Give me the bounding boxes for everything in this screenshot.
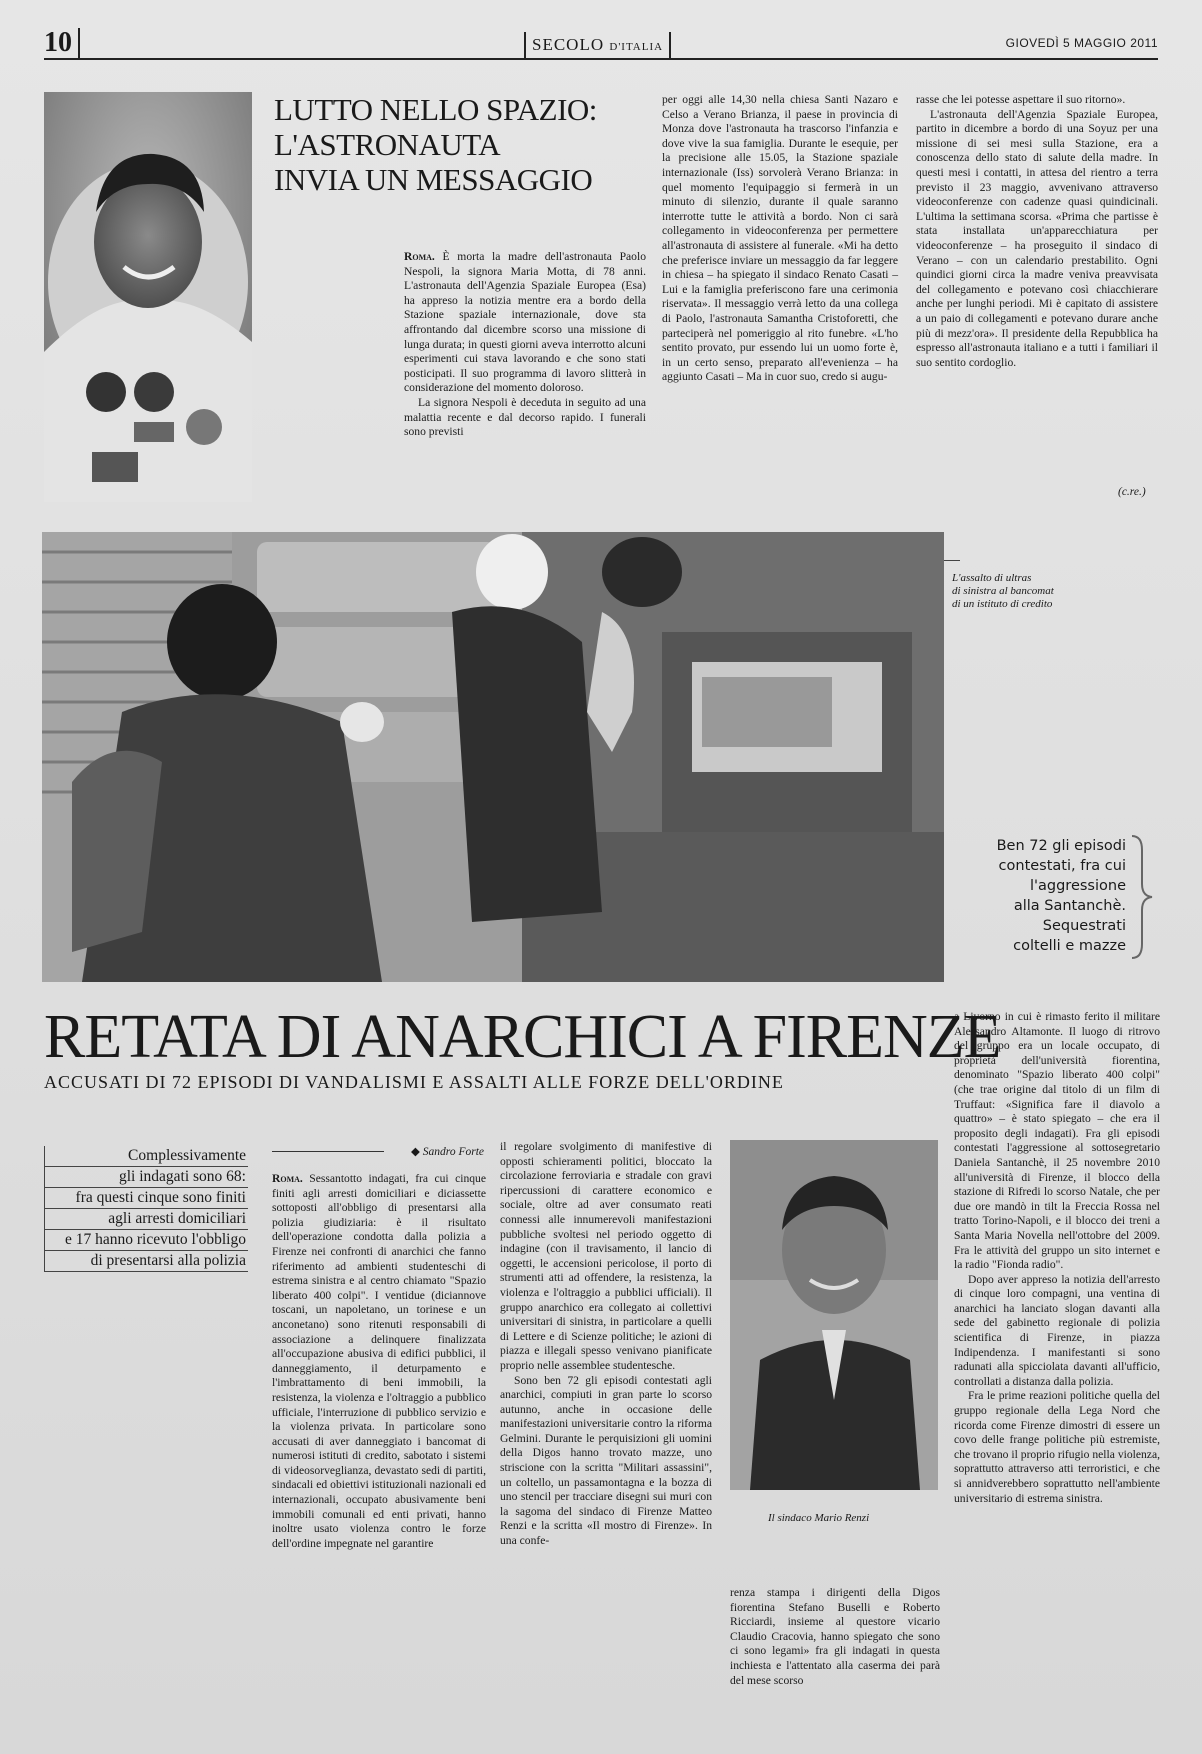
renzi-illustration <box>730 1140 938 1490</box>
summary-line3: fra questi cinque sono finiti <box>44 1188 248 1209</box>
article2-subhead: ACCUSATI DI 72 EPISODI DI VANDALISMI E ASSALTI ALLE FORZE DELL'ORDINE <box>44 1072 784 1092</box>
summary-line6: di presentarsi alla polizia <box>44 1251 248 1272</box>
caption-rule <box>944 560 960 561</box>
issue-date: GIOVEDÌ 5 MAGGIO 2011 <box>1005 36 1158 50</box>
article1-para1 <box>404 250 646 396</box>
pullquote-line4: alla Santanchè. <box>1013 898 1126 914</box>
article2-col3-text: renza stampa i dirigenti della Digos fiorentina Stefano Buselli e Roberto Ricciardi, insieme al questore vicario Claudio Cracovia, hanno spiegato che sono ci sono legami» fra gli indagati in questa inchiesta e l'attentato alla caserma dei parà del mese scorso <box>730 1586 940 1687</box>
summary-line1: Complessivamente <box>44 1146 248 1167</box>
ultras-caption-line3: di un istituto di credito <box>952 598 1053 610</box>
article2-col3 <box>730 1586 940 1688</box>
article1-col3-para1: rasse che lei potesse aspettare il suo ritorno». <box>916 93 1126 106</box>
pullquote <box>950 836 1126 956</box>
byline: ◆ Sandro Forte <box>272 1144 484 1158</box>
ultras-caption-line1: L'assalto di ultras <box>952 572 1032 584</box>
article1-signature: (c.re.) <box>1118 486 1146 498</box>
article2-col4 <box>954 1010 1160 1506</box>
ultras-photo <box>42 532 944 982</box>
article1-para1-text: È morta la madre dell'astronauta Paolo Nespoli, la signora Maria Motta, di 78 anni. L'astronauta dell'Agenzia Spaziale Europea (Esa) ha appreso la notizia mentre era a bordo della Stazione spaziale internazionale, dove sta affrontando dal dicembre scorso una missione di lunga durata; in questi giorni aveva interrotto alcuni esperimenti cui stava lavorando e che sono stati posticipati. Il suo programma di lavoro slitterà in considerazione del momento doloroso. <box>404 250 646 395</box>
page-number: 10 <box>44 28 80 58</box>
article1-col3-para2: L'astronauta dell'Agenzia Spaziale Europea, partito in dicembre a bordo di una Soyuz per una missione di sei mesi sulla Stazione, era a conoscenza dello stato di salute della madre. In questi mesi i contatti, in attesa del rientro a terra previsto il 23 maggio, avvenivano attraverso videoconferenze con cadenze quasi quindicinali. L'ultima la settimana scorsa. «Prima che partisse è stata installata un'apparecchiatura per videoconferenze – ha proseguito il sindaco di Verano – con un calendario prestabilito. Ogni quindici giorni circa la madre veniva preavvisata del collegamento e potevano così chiacchierare anche per lunghi periodi. Mi è capitato di assistere a un paio di collegamenti e potevano durare anche più di mezz'ora». Il presidente della Repubblica ha espresso all'astronauta italiano e a tutti i familiari il suo sentito cordoglio. <box>916 107 1158 369</box>
pullquote-line2: contestati, fra cui <box>998 858 1126 874</box>
article1-headline-line3: INVIA UN MESSAGGIO <box>274 162 593 197</box>
article1-dateline: Roma. <box>404 250 435 263</box>
byline-author: Sandro Forte <box>422 1146 484 1158</box>
astronaut-illustration <box>44 92 252 502</box>
article1-headline <box>274 92 644 197</box>
article1-col3 <box>916 93 1158 370</box>
masthead <box>524 32 671 58</box>
ultras-illustration <box>42 532 944 982</box>
article2-col1-text <box>272 1172 486 1551</box>
article1-col2 <box>662 93 898 385</box>
pullquote-line6: coltelli e mazze <box>1013 938 1126 954</box>
article2-col1 <box>272 1172 486 1551</box>
astronaut-photo <box>44 92 252 502</box>
article1-col2-text: per oggi alle 14,30 nella chiesa Santi Nazaro e Celso a Verano Brianza, il paese in provincia di Monza dove l'astronauta ha trascorso l'infanzia e dove vive la sua famiglia. Durante le esequie, per la precisione alle 15.05, la Stazione spaziale internazionale (Iss) sorvolerà Verano Brianza: in quel momento l'equipaggio si fermerà in un minuto di silenzio, durante il quale saranno interrotte tutte le attività a bordo. Non ci sarà collegamento in videoconferenza per permettere all'astronauta di assistere al funerale. «Mi ha detto che preferisce inviare un messaggio da far leggere in chiesa – ha spiegato il sindaco Renato Casati – Lui e la famiglia preferiscono fare una cerimonia riservata». Il messaggio verrà letto da una collega di Paolo, l'astronauta Samantha Cristoforetti, che parteciperà nel pomeriggio al rito funebre. «L'ho sentito provato, pur essendo lui un uomo forte è, in un certo senso, preparato all'evenienza – ha aggiunto Casati – Ma in cuor suo, credo si augu- <box>662 93 898 384</box>
ultras-caption <box>952 572 1092 611</box>
article2-col2 <box>500 1140 712 1549</box>
article1-para2: La signora Nespoli è deceduta in seguito ad una malattia recente e dal decorso rapido. I funerali sono previsti <box>404 395 646 439</box>
pullquote-line1: Ben 72 gli episodi <box>996 838 1126 854</box>
article2-col4-para2: Dopo aver appreso la notizia dell'arresto di cinque loro compagni, una ventina di anarchici ha lanciato slogan davanti alla sede del gabinetto regionale di polizia scientifica di Firenze, in piazza Indipendenza. I manifestanti si sono radunati alla spicciolata davanti all'ufficio, controllati a distanza dalla polizia. <box>954 1272 1160 1388</box>
article2-col2-para1: il regolare svolgimento di manifestive di opposti schieramenti politici, bloccato la circolazione ferroviaria e stradale con gravi ripercussioni di carattere economico e sociale, oltre ad aver consumato reati connessi alle innumerevoli manifestazioni pubbliche svoltesi nel periodo oggetto di indagine (con il travisamento, il lancio di oggetti, le accensioni pericolose, il porto di strumenti atti ad offendere, la resistenza, la violenza e l'oltraggio a pubblici ufficiali). Il gruppo anarchico era collegato ai collettivi universitari di sinistra, in particolare a quelli di Lettere e di Scienze politiche; le azioni di piazza e illegali spesso venivano pianificate proprio nelle assemblee studentesche. <box>500 1140 712 1372</box>
article1-col1 <box>404 250 646 440</box>
pullquote-brace <box>1128 834 1156 960</box>
renzi-caption: Il sindaco Mario Renzi <box>768 1512 870 1524</box>
renzi-photo <box>730 1140 938 1490</box>
summary-box <box>44 1146 248 1272</box>
article2-col4-para3: Fra le prime reazioni politiche quella del gruppo regionale della Lega Nord che ricorda come Firenze dimostri di essere un covo delle frange politiche più estremiste, che trovano il proprio rifugio nella violenza, soprattutto attraverso atti terroristici, e che si annidverebbero soprattutto nell'ambiente universitario di estrema sinistra. <box>954 1389 1160 1505</box>
article2-headline: RETATA DI ANARCHICI A FIRENZE <box>44 1003 1001 1071</box>
summary-line2: gli indagati sono 68: <box>44 1167 248 1188</box>
masthead-title: SECOLO <box>532 35 605 54</box>
article1-headline-line2: L'ASTRONAUTA <box>274 127 501 162</box>
article2-col2-para2: Sono ben 72 gli episodi contestati agli anarchici, compiuti in gran parte lo scorso autunno, anche in occasione delle manifestazioni universitarie contro la riforma Gelmini. Durante le perquisizioni gli uomini della Digos hanno trovato mazze, uno striscione con la scritta "Militari assassini", un coltello, un passamontagna e la bozza di uno stencil per tracciare disegni sui muri con la sagoma del sindaco di Firenze Matteo Renzi e la scritta «Il mostro di Firenze». In una confe- <box>500 1373 712 1548</box>
article2-col1-body: Sessantotto indagati, fra cui cinque finiti agli arresti domiciliari e diciassette sottoposti all'obbligo di presentarsi alla polizia giudiziaria: è il risultato dell'operazione condotta dalla polizia a Firenze nei confronti di anarchici che fanno riferimento ad ambienti studenteschi di estrema sinistra e al centro chiamato "Spazio liberato 400 colpi". I ventidue (diciannove toscani, un napoletano, un torinese e un anconetano) sono ritenuti responsabili di associazione a delinquere finalizzata all'occupazione abusiva di edifici pubblici, il danneggiamento, il deturpamento e l'imbrattamento di beni immobili, la resistenza, la violenza e l'oltraggio a pubblico ufficiale, l'interruzione di pubblico servizio e la violenza privata. In particolare sono accusati di aver danneggiato i bancomat di numerosi istituti di credito, sabotato i sistemi di videosorveglianza, devastato sedi di partiti, sindacali ed obiettivi istituzionali nazionali ed internazionali, occupato abusivamente beni immobili comunali ed enti privati, hanno inoltre usato violenza contro le forze dell'ordine impegnate nel garantire <box>272 1172 486 1550</box>
summary-line4: agli arresti domiciliari <box>44 1209 248 1230</box>
article2-col4-para1: a Livorno in cui è rimasto ferito il militare Alessandro Altamonte. Il luogo di ritrovo del gruppo era un locale occupato, di proprietà dell'università fiorentina, denominato "Spazio liberato 400 colpi" (che trae origine dal titolo di un film di Truffaut: «Significa fare il diavolo a quattro» – è stato spiegato – che era il proposito degli indagati). Fra gli episodi contestati l'aggressione al sottosegretario Daniela Santanchè, il 25 novembre 2010 all'università di Firenze, il blocco della stazione di Rifredi lo scorso Natale, che per due ore mandò in tilt la Freccia Rossa nel tratto Torino-Napoli, e il blocco dei treni a Santa Maria Novella nell'ottobre del 2009. Fra le attività del gruppo un sito internet e la radio "Fionda radio". <box>954 1010 1160 1272</box>
ultras-caption-line2: di sinistra al bancomat <box>952 585 1054 597</box>
masthead-suffix: D'ITALIA <box>609 41 664 53</box>
pullquote-line3: l'aggressione <box>1030 878 1126 894</box>
article2-dateline: Roma. <box>272 1172 303 1185</box>
summary-line5: e 17 hanno ricevuto l'obbligo <box>44 1230 248 1251</box>
article1-headline-line1: LUTTO NELLO SPAZIO: <box>274 92 597 127</box>
page-header <box>44 28 1158 60</box>
pullquote-line5: Sequestrati <box>1042 918 1126 934</box>
